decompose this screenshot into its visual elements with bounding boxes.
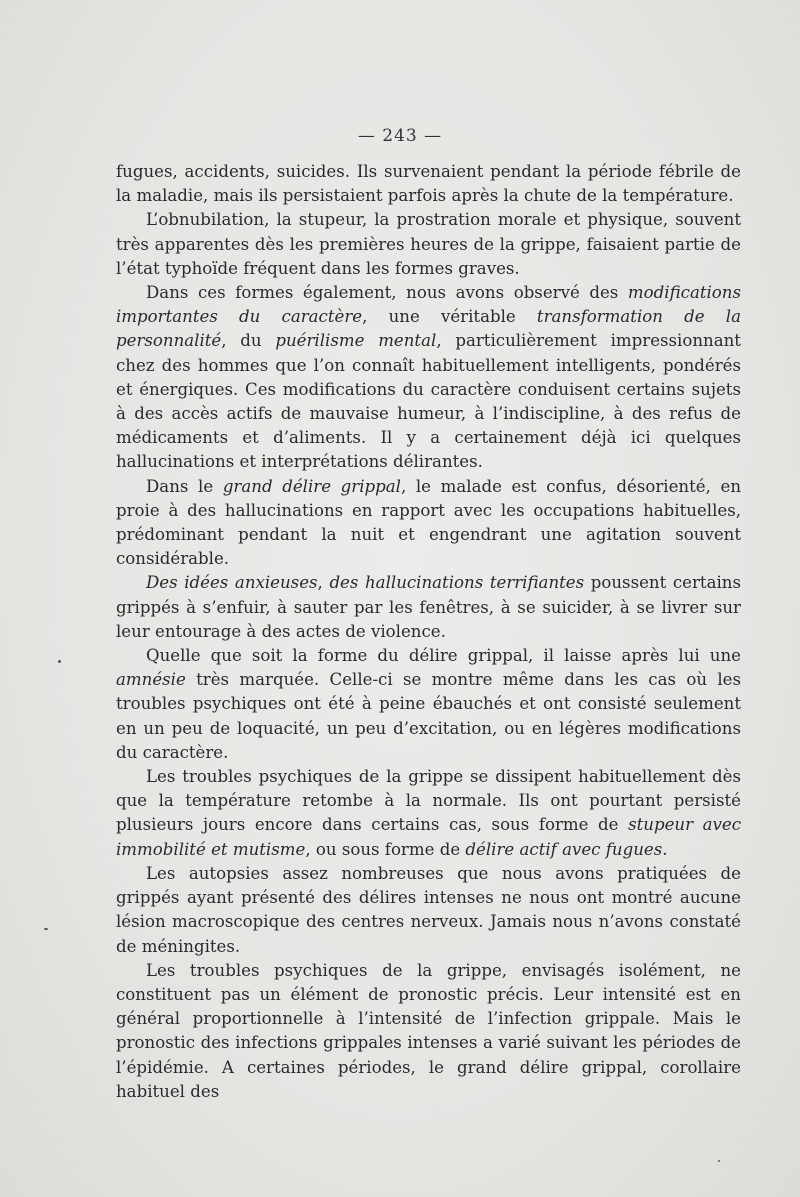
italic-phrase: amnésie bbox=[116, 670, 186, 690]
text-run: , le malade est confus, désorienté, en proie à des hallucinations en rapport avec les occupations habituelles, prédominant pendant la nuit et engendrant une agitation souvent considérable. bbox=[116, 476, 742, 569]
italic-phrase: Des idées anxieuses bbox=[146, 573, 318, 593]
text-run: , du bbox=[221, 331, 276, 351]
text-run: poussent certains grippés à s’enfuir, à sauter par les fenêtres, à se suicider, à se livrer sur leur entourage à des actes de violence. bbox=[116, 573, 741, 641]
text-run: Quelle que soit la forme du délire grippal, il laisse après lui une bbox=[146, 646, 741, 666]
paper-speck bbox=[44, 928, 48, 930]
paper-speck bbox=[718, 1160, 720, 1162]
italic-phrase: transformation de la personnalité bbox=[116, 307, 741, 351]
paragraph bbox=[116, 644, 741, 765]
text-run: , bbox=[317, 573, 330, 593]
text-run: Dans le bbox=[146, 476, 223, 496]
page-number: — 243 — bbox=[357, 126, 443, 146]
text-run: , particulièrement impressionnant chez des hommes que l’on connaît habituellement intelligents, pondérés et énergiques. Ces modifications du caractère conduisent certains sujets à des accès actifs de mauvaise humeur, à l’indiscipline, à des refus de médicaments et d’aliments. Il y a certainement déjà ici quelques hallucinations et interprétations délirantes. bbox=[116, 331, 741, 472]
paragraph bbox=[116, 959, 741, 1104]
paper-speck bbox=[58, 660, 61, 663]
paragraph bbox=[116, 765, 741, 862]
text-run: . bbox=[662, 839, 668, 859]
italic-phrase: modifications importantes du caractère bbox=[116, 283, 741, 327]
italic-phrase: puérilisme mental bbox=[275, 331, 437, 351]
text-run: Les troubles psychiques de la grippe se dissipent habituellement dès que la température retombe à la normale. Ils ont pourtant persisté plusieurs jours encore dans certains cas, sous forme de bbox=[116, 767, 741, 835]
body-text bbox=[116, 160, 741, 1104]
text-run: très marquée. Celle-ci se montre même dans les cas où les troubles psychiques ont été à peine ébauchés et ont consisté seulement en un peu de loquacité, un peu d’excitation, ou en légères modifications du caractère. bbox=[116, 670, 741, 762]
paragraph bbox=[116, 160, 741, 208]
paragraph bbox=[116, 208, 741, 281]
paragraph bbox=[116, 281, 741, 475]
text-run: fugues, accidents, suicides. Ils survenaient pendant la période fébrile de la maladie, mais ils persistaient parfois après la chute de la température. bbox=[116, 162, 741, 206]
italic-phrase: grand délire grippal bbox=[222, 476, 401, 496]
italic-phrase: délire actif avec fugues bbox=[465, 839, 663, 859]
paragraph bbox=[116, 475, 741, 572]
text-run: , une véritable bbox=[362, 307, 537, 327]
italic-phrase: stupeur avec immobilité et mutisme bbox=[116, 815, 741, 859]
text-run: , ou sous forme de bbox=[305, 839, 466, 859]
paragraph bbox=[116, 862, 741, 959]
text-run: L’obnubilation, la stupeur, la prostration morale et physique, souvent très apparentes dès les premières heures de la grippe, faisaient partie de l’état typhoïde fréquent dans les formes graves. bbox=[116, 210, 741, 278]
italic-phrase: des hallucinations terrifiantes bbox=[329, 573, 585, 593]
text-run: Les autopsies assez nombreuses que nous avons pratiquées de grippés ayant présenté des délires intenses ne nous ont montré aucune lésion macroscopique des centres nerveux. Jamais nous n’avons constaté de méningites. bbox=[116, 863, 741, 956]
text-run: Dans ces formes également, nous avons observé des bbox=[146, 283, 628, 303]
text-run: Les troubles psychiques de la grippe, envisagés isolément, ne constituent pas un élément de pronostic précis. Leur intensité est en général proportionnelle à l’intensité de l’infection grippale. Mais le pronostic des infections grippales intenses a varié suivant les périodes de l’épidémie. A certaines périodes, le grand délire grippal, corollaire habituel des bbox=[116, 960, 741, 1101]
paragraph bbox=[116, 571, 741, 644]
